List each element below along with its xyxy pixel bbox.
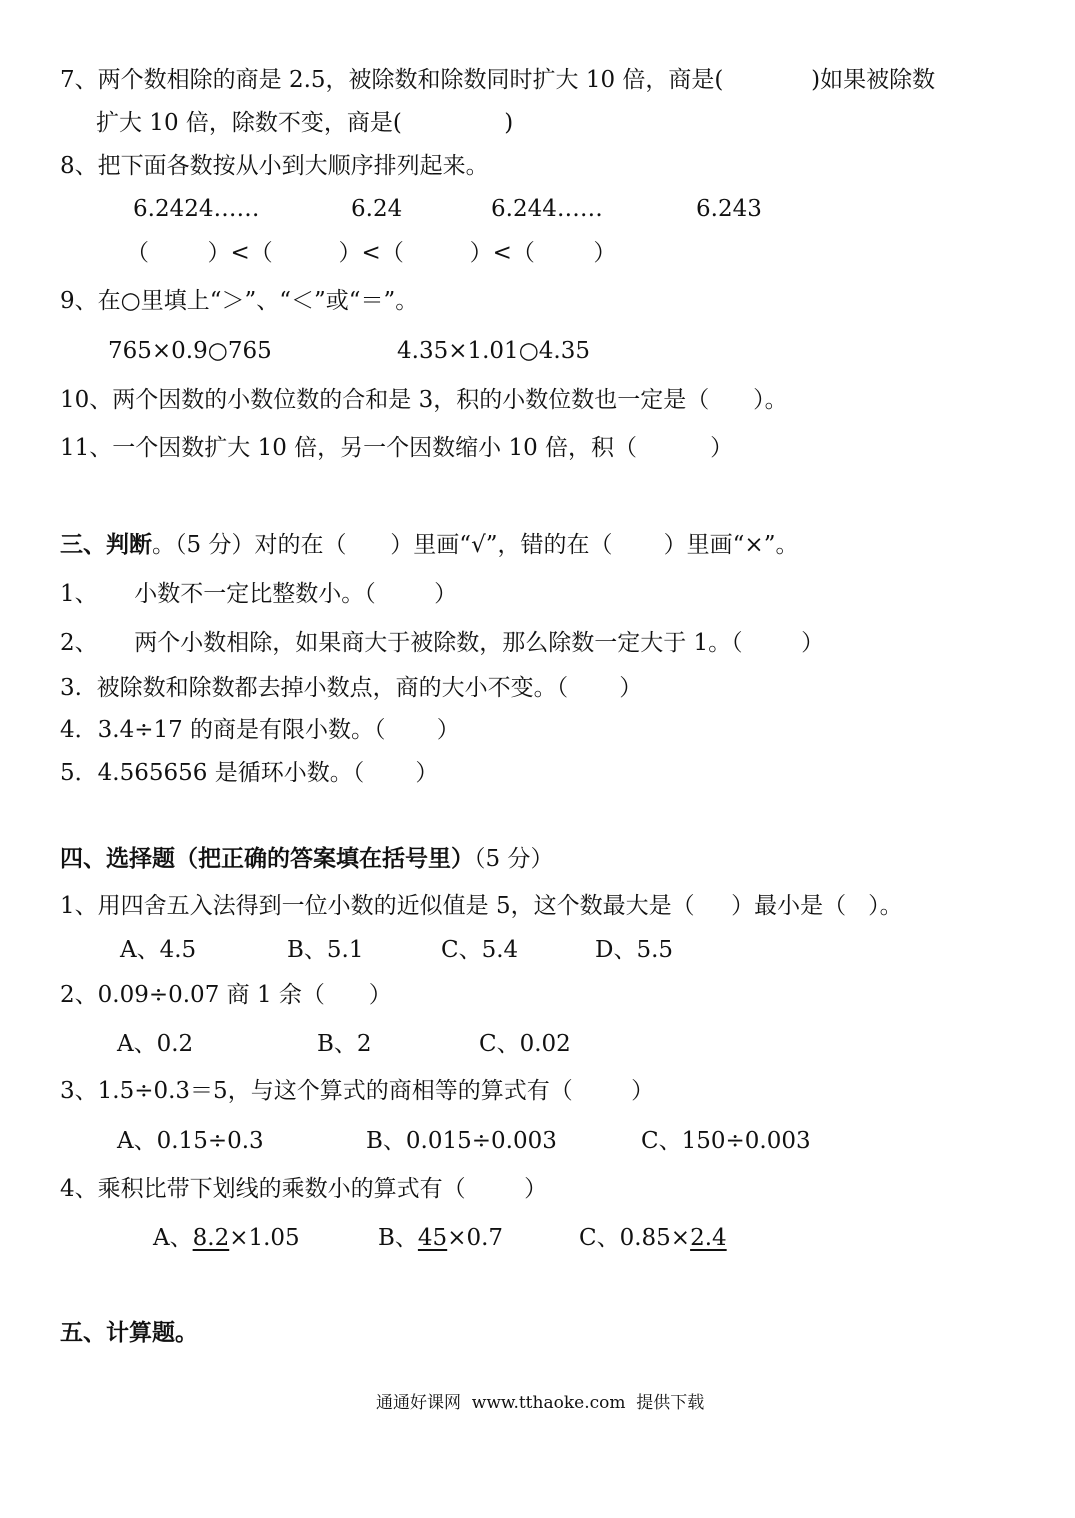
q9-prompt: 9、在○里填上“＞”、“＜”或“＝”。 <box>60 288 419 314</box>
choice-heading-title: 四、选择题（把正确的答案填在括号里） <box>60 845 474 872</box>
choice-q1-option: C、5.4 <box>441 937 519 963</box>
calc-heading: 五、计算题。 <box>60 1319 198 1346</box>
underlined-factor: 45 <box>417 1225 448 1251</box>
q7-line1: 7、两个数相除的商是 2.5，被除数和除数同时扩大 10 倍，商是( )如果被除数 <box>60 67 936 93</box>
choice-q4-option <box>579 1222 727 1254</box>
q8-number: 6.243 <box>696 196 762 222</box>
choice-heading-rest: （5 分） <box>474 846 554 872</box>
choice-q2-option: B、2 <box>317 1031 372 1057</box>
judge-item: 4．3.4÷17 的商是有限小数。（ ） <box>60 717 460 743</box>
option-rest: ×1.05 <box>229 1225 300 1251</box>
option-prefix: B、 <box>378 1225 418 1251</box>
option-rest: ×0.7 <box>447 1225 504 1251</box>
judge-heading-rest: 。（5 分）对的在（ ）里画“√”，错的在（ ）里画“×”。 <box>152 532 799 558</box>
choice-q4-option <box>153 1222 300 1254</box>
choice-heading <box>60 843 553 875</box>
judge-heading-title: 三、判断 <box>60 531 152 558</box>
judge-item: 3. 被除数和除数都去掉小数点，商的大小不变。（ ） <box>60 675 643 701</box>
q9-expression: 765×0.9○765 <box>108 338 272 364</box>
page-footer: 通通好课网 www.tthaoke.com 提供下载 <box>376 1393 705 1413</box>
q9-expression: 4.35×1.01○4.35 <box>397 338 590 364</box>
q8-number: 6.24 <box>351 196 403 222</box>
option-prefix: C、0.85× <box>579 1225 691 1251</box>
judge-item: 5．4.565656 是循环小数。（ ） <box>60 760 439 786</box>
choice-q2: 2、0.09÷0.07 商 1 余（ ） <box>60 982 392 1008</box>
choice-q1-option: A、4.5 <box>120 937 197 963</box>
choice-q3-option: C、150÷0.003 <box>641 1128 811 1154</box>
q10: 10、两个因数的小数位数的合和是 3，积的小数位数也一定是（ ）。 <box>60 387 788 413</box>
choice-q1: 1、用四舍五入法得到一位小数的近似值是 5，这个数最大是（ ）最小是（ ）。 <box>60 893 903 919</box>
choice-q4: 4、乘积比带下划线的乘数小的算式有（ ） <box>60 1176 548 1202</box>
q8-answer-blanks: （ ）<（ ）<（ ）<（ ） <box>126 240 617 266</box>
underlined-factor: 8.2 <box>192 1225 230 1251</box>
underlined-factor: 2.4 <box>690 1225 727 1251</box>
choice-q3: 3、1.5÷0.3＝5，与这个算式的商相等的算式有（ ） <box>60 1078 655 1104</box>
q8-number: 6.2424…… <box>133 196 260 222</box>
judge-heading <box>60 529 798 561</box>
option-prefix: A、 <box>153 1225 193 1251</box>
judge-item: 2、 两个小数相除，如果商大于被除数，那么除数一定大于 1。（ ） <box>60 630 825 656</box>
choice-q4-option <box>378 1222 503 1254</box>
choice-q3-option: A、0.15÷0.3 <box>117 1128 264 1154</box>
choice-q2-option: A、0.2 <box>117 1031 194 1057</box>
choice-q1-option: D、5.5 <box>595 937 674 963</box>
q7-line2: 扩大 10 倍，除数不变，商是( ) <box>96 110 514 136</box>
choice-q3-option: B、0.015÷0.003 <box>366 1128 557 1154</box>
choice-q1-option: B、5.1 <box>287 937 364 963</box>
q8-prompt: 8、把下面各数按从小到大顺序排列起来。 <box>60 153 489 179</box>
q11: 11、一个因数扩大 10 倍，另一个因数缩小 10 倍，积（ ） <box>60 435 734 461</box>
judge-item: 1、 小数不一定比整数小。（ ） <box>60 581 458 607</box>
choice-q2-option: C、0.02 <box>479 1031 571 1057</box>
q8-number: 6.244…… <box>491 196 603 222</box>
